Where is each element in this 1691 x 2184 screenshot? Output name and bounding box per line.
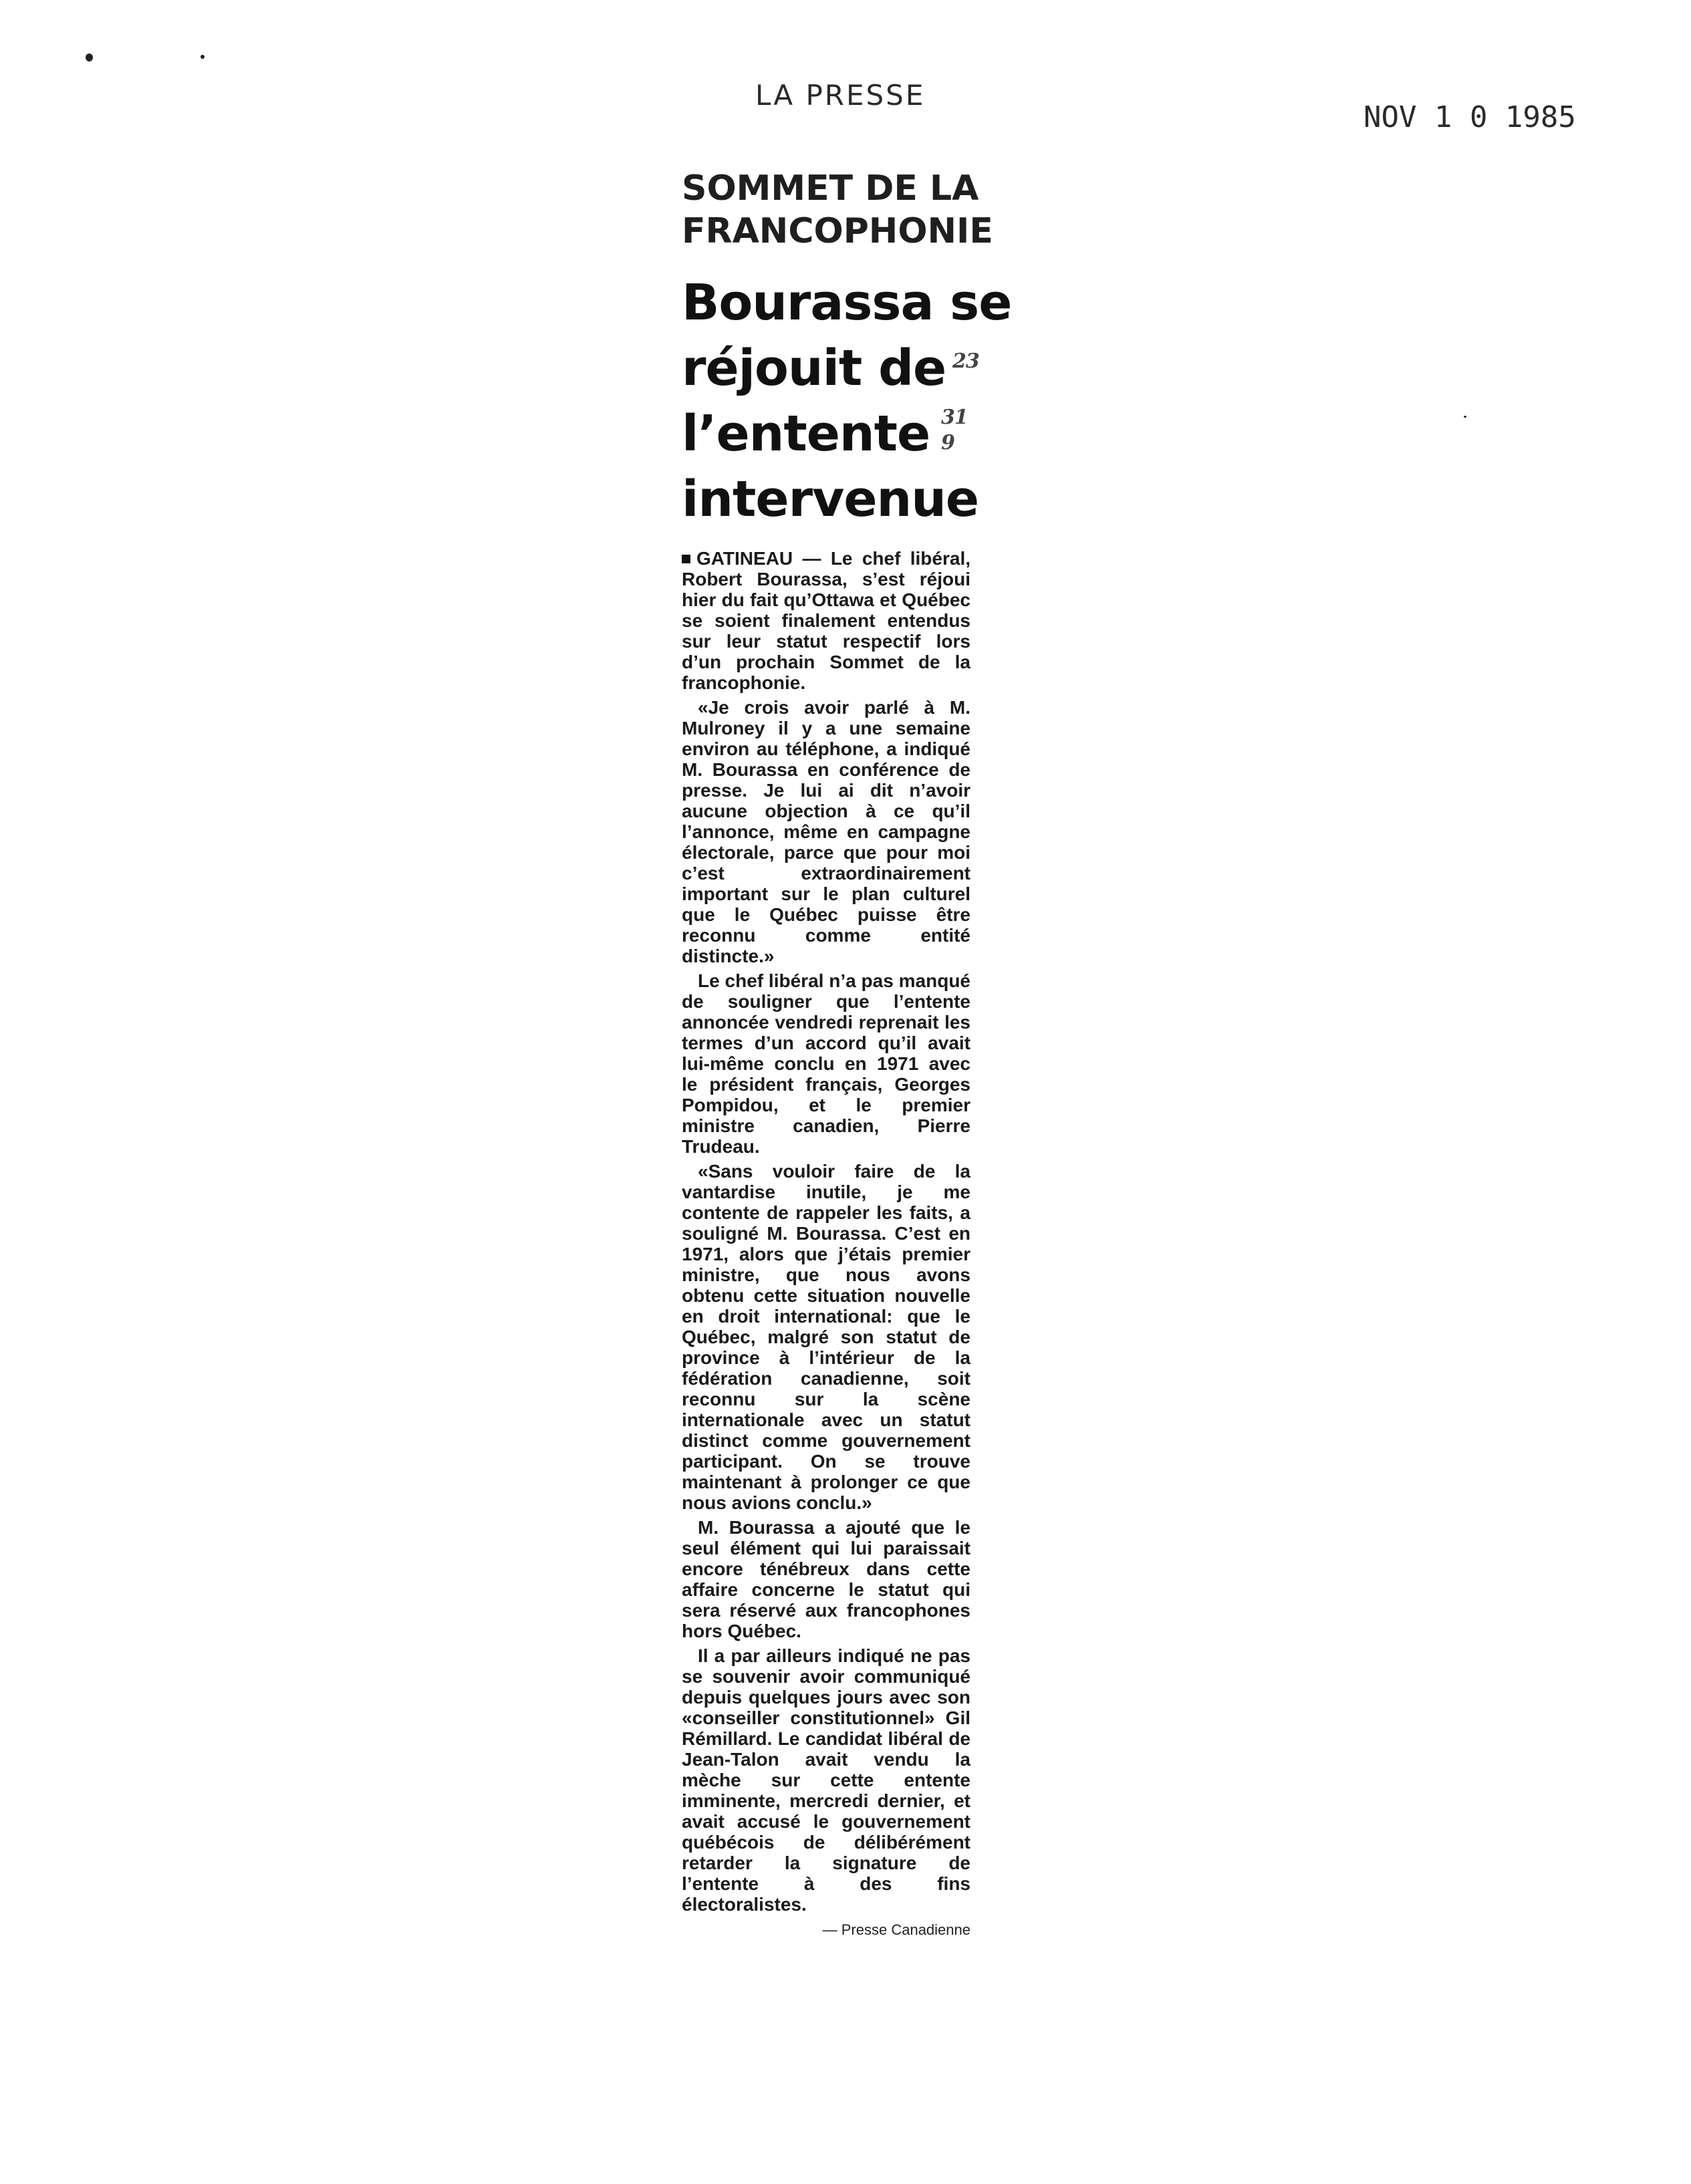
headline-line: intervenue (682, 470, 979, 528)
handwritten-note: 31 (941, 406, 968, 429)
article-paragraph: Il a par ailleurs indiqué ne pas se souvenir avoir communiqué depuis quelques jours avec son «conseiller constitutionnel» Gil Rémillard. Le candidat libéral de Jean-Talon avait vendu la mèche sur cette entente imminente, mercredi dernier, et avait accusé le gouvernement québécois de délibérément retarder la signature de l’entente à des fins électoralistes. (682, 1645, 970, 1915)
article-headline (682, 270, 1012, 532)
scan-speck (201, 55, 205, 59)
publication-name: LA PRESSE (755, 79, 926, 112)
article-paragraph: M. Bourassa a ajouté que le seul élément qui lui paraissait encore ténébreux dans cette affaire concerne le statut qui sera réservé aux francophones hors Québec. (682, 1517, 970, 1641)
news-article (682, 167, 1012, 1939)
date-stamp: NOV 1 0 1985 (1363, 100, 1576, 134)
kicker-line: SOMMET DE LA (682, 168, 979, 209)
article-paragraph: «Je crois avoir parlé à M. Mulroney il y a une semaine environ au téléphone, a indiqué M. Bourassa en conférence de presse. Je lui ai dit n’avoir aucune objection à ce qu’il l’annonce, même en campagne électorale, parce que pour moi c’est extraordinairement important sur le plan culturel que le Québec puisse être reconnu comme entité distincte.» (682, 697, 970, 966)
headline-line: Bourassa se (682, 274, 1012, 331)
headline-line: réjouit de (682, 339, 946, 397)
scan-speck (1464, 416, 1466, 418)
handwritten-note: 23 (952, 350, 979, 373)
article-kicker (682, 167, 993, 253)
article-paragraph: «Sans vouloir faire de la vantardise inutile, je me contente de rappeler les faits, a souligné M. Bourassa. C’est en 1971, alors que j’étais premier ministre, que nous avons obtenu cette situation nouvelle en droit international: que le Québec, malgré son statut de province à l’intérieur de la fédération canadienne, soit reconnu sur la scène internationale avec un statut distinct comme gouvernement participant. On se trouve maintenant à prolonger ce que nous avions conclu.» (682, 1161, 970, 1513)
kicker-line: FRANCOPHONIE (682, 211, 993, 251)
paragraph-text: — Le chef libéral, Robert Bourassa, s’est réjoui hier du fait qu’Ottawa et Québec se soient finalement entendus sur leur statut respectif lors d’un prochain Sommet de la francophonie. (682, 548, 970, 693)
article-body (682, 548, 970, 1915)
bullet-square-icon (682, 555, 690, 563)
headline-line: l’entente (682, 405, 930, 462)
scan-speck (86, 53, 93, 61)
article-dateline: GATINEAU (696, 548, 793, 569)
article-paragraph: Le chef libéral n’a pas manqué de souligner que l’entente annoncée vendredi reprenait les termes d’un accord qu’il avait lui-même conclu en 1971 avec le président français, Georges Pompidou, et le premier ministre canadien, Pierre Trudeau. (682, 970, 970, 1157)
article-credit: — Presse Canadienne (822, 1921, 970, 1938)
handwritten-note: 9 (941, 431, 954, 454)
article-paragraph (682, 548, 970, 693)
